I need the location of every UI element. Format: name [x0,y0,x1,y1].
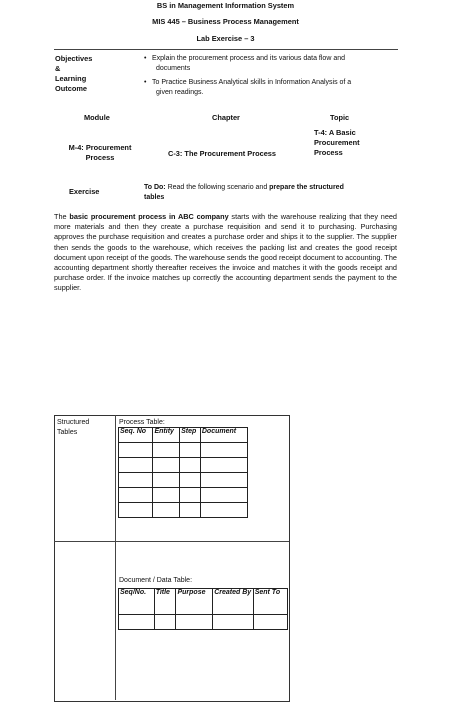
topic-value-line1: T-4: A Basic [314,128,356,137]
process-cell[interactable] [180,473,201,488]
process-cell[interactable] [200,458,247,473]
objective-bullet-1-line2: documents [156,65,191,72]
process-cell[interactable] [200,488,247,503]
process-header-seq: Seq. No [119,428,153,443]
document-header-title: Title [154,589,176,615]
exercise-label: Exercise [69,187,100,196]
process-cell[interactable] [153,473,180,488]
module-value-line2: Process [85,153,115,162]
scenario-bold: basic procurement process in ABC company [69,212,229,221]
structured-label-line1: Structured [57,419,90,426]
header-divider [54,49,398,50]
module-value-line1: M-4: Procurement [68,143,132,152]
process-table-row [119,443,248,458]
process-cell[interactable] [180,503,201,518]
todo-text: Read the following scenario and [165,184,270,191]
process-header-entity: Entity [153,428,180,443]
process-table-title: Process Table: [119,419,165,426]
process-table-row [119,503,248,518]
structured-tables-row-divider [54,541,289,542]
document-cell[interactable] [154,615,176,630]
document-cell[interactable] [253,615,287,630]
objectives-label-line4: Outcome [55,84,88,93]
module-column-header: Module [84,113,110,122]
chapter-value: C-3: The Procurement Process [168,149,277,158]
module-value [62,143,138,163]
topic-value [314,128,360,158]
process-cell[interactable] [153,488,180,503]
process-cell[interactable] [119,488,153,503]
scenario-rest: starts with the warehouse realizing that they need more materials and then they create a purchase requisition and send it to purchasing. Purchasing approves the purchase requisition and creates a purchase order and ships it to the supplier. The supplier then sends the goods to the warehouse, which receives the packing list and creates the good receipt document upon receipt of the goods. The warehouse sends the good receipt document to accounting. The accounting department shortly thereafter receives the invoice and matches it with the goods receipt and purchase order. If the invoice matches up correctly the accounting department sends the payment to the supplier. [54,212,397,293]
scenario-lead: The [54,212,70,221]
process-table-row [119,458,248,473]
chapter-column-header: Chapter [212,113,240,122]
process-header-document: Document [200,428,247,443]
process-table-row [119,473,248,488]
objectives-label-line2: & [55,64,61,73]
todo-prefix: To Do: [144,184,166,191]
process-cell[interactable] [119,458,153,473]
topic-value-line3: Process [314,148,343,157]
document-table-row [119,615,288,630]
document-table-title: Document / Data Table: [119,577,193,584]
process-cell[interactable] [200,473,247,488]
topic-value-line2: Procurement [314,138,360,147]
process-cell[interactable] [180,488,201,503]
process-header-step: Step [180,428,201,443]
structured-label-line2: Tables [57,429,78,436]
todo-line2: tables [144,194,165,201]
document-table [118,588,288,630]
document-table-header-row [119,589,288,615]
objective-bullet-1-line1: Explain the procurement process and its various data flow and [152,55,345,62]
todo-bold-text: prepare the structured [269,184,344,191]
process-table-header-row [119,428,248,443]
document-cell[interactable] [213,615,253,630]
document-header-created-by: Created By [213,589,253,615]
process-cell[interactable] [153,443,180,458]
document-cell[interactable] [176,615,213,630]
lab-exercise-title: Lab Exercise – 3 [196,34,255,43]
process-cell[interactable] [119,443,153,458]
process-cell[interactable] [200,503,247,518]
process-table-row [119,488,248,503]
document-header-sent-to: Sent To [253,589,287,615]
document-header-seq: Seq/No. [119,589,155,615]
process-table [118,427,248,518]
process-cell[interactable] [119,473,153,488]
course-program-title: BS in Management Information System [156,1,295,10]
objectives-label-line3: Learning [55,74,87,83]
scenario-paragraph [54,212,397,294]
objective-bullet-1: • Explain the procurement process and its various data flow and documents [144,54,394,74]
course-title: MIS 445 – Business Process Management [152,17,299,26]
process-cell[interactable] [153,458,180,473]
document-header-purpose: Purpose [176,589,213,615]
process-cell[interactable] [180,443,201,458]
topic-column-header: Topic [330,113,350,122]
document-cell[interactable] [119,615,155,630]
objectives-label-line1: Objectives [55,54,93,63]
process-cell[interactable] [153,503,180,518]
exercise-instruction [144,183,394,203]
process-cell[interactable] [200,443,247,458]
objective-bullet-2-line1: To Practice Business Analytical skills in Information Analysis of a [152,79,352,86]
objective-bullet-2: • To Practice Business Analytical skills in Information Analysis of a given readings. [144,78,394,98]
structured-tables-label [57,418,89,438]
objectives-label [55,54,92,94]
process-cell[interactable] [180,458,201,473]
objective-bullet-2-line2: given readings. [156,89,204,96]
process-cell[interactable] [119,503,153,518]
structured-tables-divider [115,415,116,700]
